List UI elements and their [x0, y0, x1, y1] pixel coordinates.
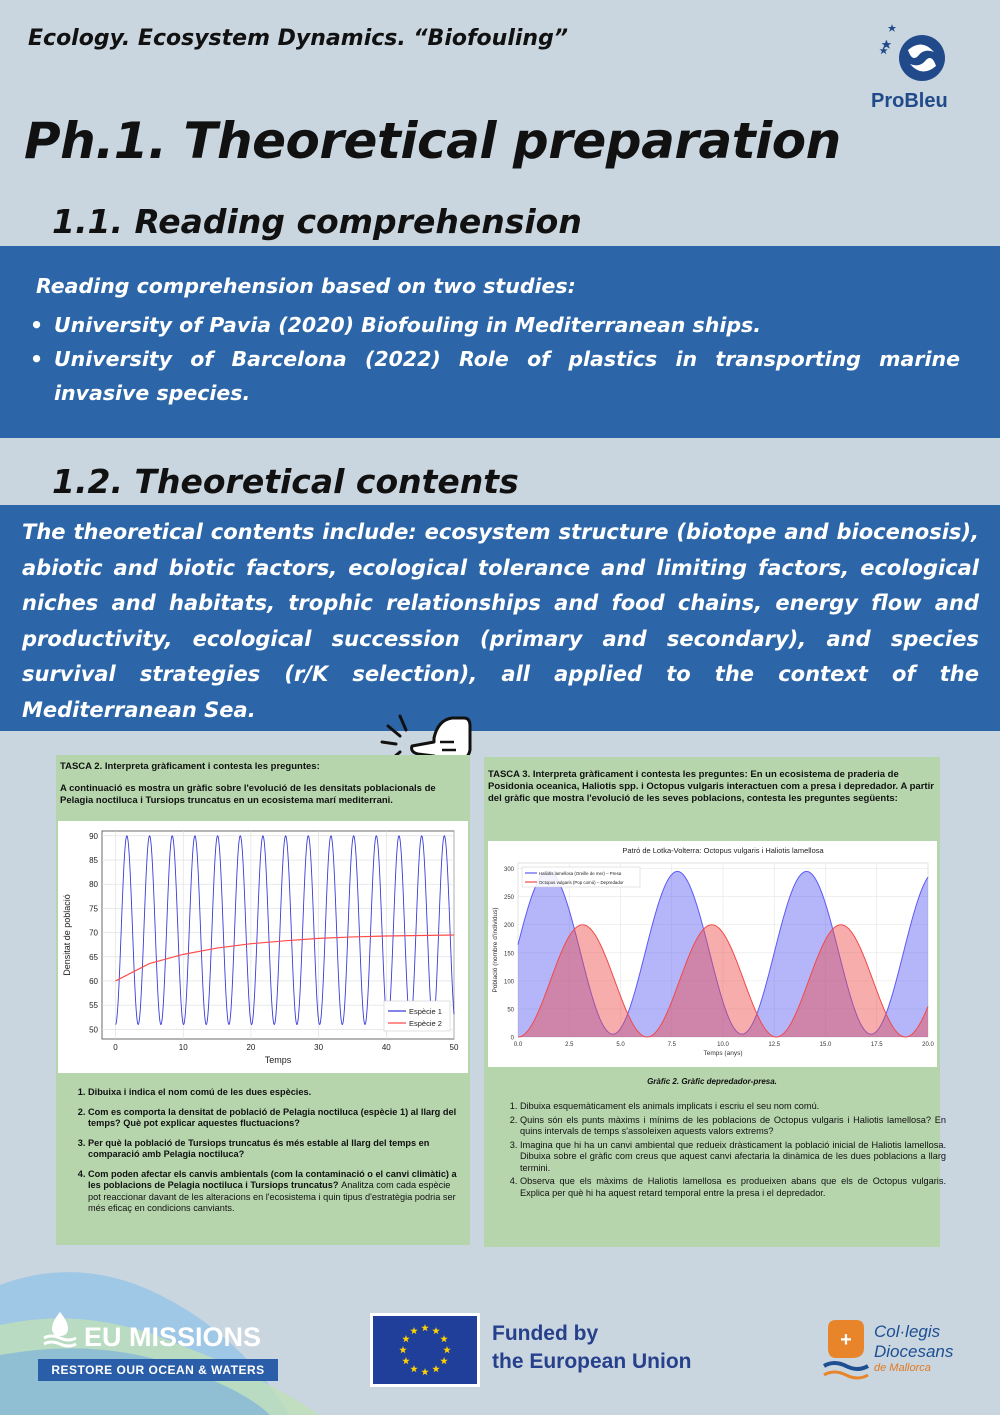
- water-drop-icon: [42, 1310, 78, 1348]
- y-tick-label: 65: [89, 952, 98, 962]
- x-tick-label: 12.5: [768, 1042, 781, 1048]
- x-axis-label: Temps: [264, 1055, 292, 1065]
- y-tick-label: 85: [89, 856, 98, 866]
- task-2-intro: A continuació es mostra un gràfic sobre l'evolució de les densitats poblacionals de Pelagia noctiluca i Tursiops truncatus en un ecosistema marí mediterrani.: [60, 783, 436, 806]
- y-tick-label: 0: [510, 1035, 514, 1042]
- x-axis-label: Temps (anys): [703, 1050, 743, 1057]
- svg-text:+: +: [840, 1329, 852, 1351]
- y-tick-label: 200: [503, 923, 514, 930]
- school-name-line-2: Diocesans: [874, 1342, 954, 1361]
- chart-2-svg: [488, 841, 937, 1067]
- list-item: [88, 1169, 462, 1215]
- x-tick-label: 20: [246, 1043, 256, 1052]
- theoretical-contents-text: The theoretical contents include: ecosystem structure (biotope and biocenosis), abiotic and biotic factors, ecological tolerance and limiting factors, ecological niches and habitats, trophic relationships and food chains, energy flow and productivity, ecological succession (primary and secondary), and species survival strategies (r/K selection), all applied to the context of the Mediterranean Sea.: [22, 520, 979, 722]
- legend-label: Espècie 2: [409, 1019, 442, 1028]
- funded-by-text: Funded by: [492, 1322, 599, 1345]
- legend: [384, 1001, 450, 1031]
- x-tick-label: 2.5: [565, 1042, 574, 1048]
- list-item: 3. Per què la població de Tursiops truncatus és més estable al llarg del temps en comparació amb Pelagia noctiluca?: [88, 1138, 462, 1161]
- task-3-questions: [494, 1101, 946, 1201]
- y-tick-label: 50: [89, 1025, 98, 1035]
- school-name-line-3: de Mallorca: [874, 1362, 931, 1374]
- probleu-logo-icon: [878, 20, 948, 90]
- eu-missions-text: EU MISSIONS: [84, 1322, 262, 1352]
- list-item: 1. Dibuixa esquemàticament els animals implicats i escriu el seu nom comú.: [520, 1101, 946, 1113]
- y-tick-label: 300: [503, 867, 514, 874]
- school-name-line-1: Col·legis: [874, 1322, 941, 1341]
- list-item: 4. Observa que els màxims de Haliotis lamellosa es produeixen abans que els de Octopus vulgaris. Explica per què hi ha aquest retard temporal entre la presa i el depredador.: [520, 1176, 946, 1199]
- y-tick-label: 90: [89, 831, 98, 841]
- question-4-main: Com poden afectar els canvis ambientals (com la contaminació o el canvi climàtic) a les poblacions de Pelagia noctiluca i Tursiops truncatus?: [88, 1168, 457, 1190]
- x-tick-label: 0.0: [513, 1042, 523, 1048]
- y-tick-label: 75: [89, 904, 98, 914]
- restore-ocean-bar: RESTORE OUR OCEAN & WATERS: [38, 1359, 278, 1381]
- x-tick-label: 0: [113, 1043, 118, 1052]
- x-tick-label: 10: [178, 1043, 188, 1052]
- list-item: • University of Pavia (2020) Biofouling in Mediterranean ships.: [30, 308, 960, 342]
- task-2-questions: [62, 1087, 462, 1223]
- reading-comprehension-band: [0, 246, 1000, 438]
- y-axis-label: Població (nombre d'individus): [492, 907, 499, 993]
- x-tick-label: 5.0: [616, 1042, 625, 1048]
- list-item: 3. Imagina que hi ha un canvi ambiental que redueix dràsticament la població inicial de Haliotis lamellosa. Dibuixa sobre el gràfic com creus que aquest canvi afectaria la dinàmica de les dues poblacions a llarg termini.: [520, 1140, 946, 1175]
- y-axis-label: Densitat de població: [62, 894, 72, 976]
- y-tick-label: 150: [503, 951, 514, 958]
- chart-1-svg: [58, 821, 468, 1073]
- x-tick-label: 20.0: [922, 1042, 934, 1048]
- page-title: Ph.1. Theoretical preparation: [24, 112, 841, 170]
- x-tick-label: 17.5: [870, 1042, 883, 1048]
- list-item: 2. Quins són els punts màxims i mínims de les poblacions de Octopus vulgaris i Haliotis lamellosa? En quins intervals de temps s'assoleixen aquests valors extrems?: [520, 1115, 946, 1138]
- y-tick-label: 100: [503, 979, 514, 986]
- chart-population-density: [58, 821, 468, 1073]
- y-tick-label: 50: [507, 1007, 514, 1014]
- studies-list: [30, 308, 960, 410]
- theoretical-contents-band: [0, 505, 1000, 731]
- task-3-panel: [484, 757, 946, 1247]
- school-logo-icon: [822, 1318, 870, 1382]
- y-tick-label: 60: [89, 976, 98, 986]
- x-tick-label: 50: [449, 1043, 459, 1052]
- y-tick-label: 250: [503, 895, 514, 902]
- european-union-text: the European Union: [492, 1350, 692, 1373]
- list-item: • University of Barcelona (2022) Role of plastics in transporting marine invasive species.: [30, 342, 960, 410]
- chart-title: Patró de Lotka-Volterra: Octopus vulgaris i Haliotis lamellosa: [622, 846, 824, 855]
- y-tick-label: 55: [89, 1001, 98, 1011]
- x-tick-label: 7.5: [667, 1042, 676, 1048]
- legend-label: Octopus vulgaris (Pop comú) – Depredador: [539, 880, 624, 885]
- x-tick-label: 30: [314, 1043, 324, 1052]
- probleu-logo-text: ProBleu: [871, 90, 948, 112]
- question-4-extra: Analitza com cada espècie pot reaccionar davant de les alteracions en l'ecosistema i quin tipus d'estratègia podria ser més eficaç en condicions canviants.: [88, 1180, 456, 1213]
- x-tick-label: 10.0: [717, 1042, 729, 1048]
- y-tick-label: 80: [89, 880, 98, 890]
- task-3-title: TASCA 3. Interpreta gràficament i contesta les preguntes: En un ecosistema de praderia de Posidonia oceanica, Haliotis spp. i Octopus vulgaris interactuen com a presa i depredador. A partir del gràfic que mostra l'evolució de les seves poblacions, contesta les preguntes següents:: [488, 769, 934, 804]
- section-1-title: 1.1. Reading comprehension: [52, 202, 582, 241]
- y-tick-label: 70: [89, 928, 98, 938]
- section-2-title: 1.2. Theoretical contents: [52, 462, 519, 501]
- x-tick-label: 40: [381, 1043, 391, 1052]
- legend-label: Haliotis lamellosa (Oreille de mer) – Presa: [539, 871, 622, 876]
- graph-caption: Gràfic 2. Gràfic depredador-presa.: [647, 1077, 777, 1086]
- subject-heading: Ecology. Ecosystem Dynamics. “Biofouling”: [28, 26, 568, 51]
- chart-predator-prey: [488, 841, 937, 1067]
- list-item: 2. Com es comporta la densitat de població de Pelagia noctiluca (espècie 1) al llarg del temps? Què pot explicar aquestes fluctuacions?: [88, 1107, 462, 1130]
- legend-label: Espècie 1: [409, 1007, 442, 1016]
- x-tick-label: 15.0: [819, 1042, 832, 1048]
- list-item: 1. Dibuixa i indica el nom comú de les dues espècies.: [88, 1087, 462, 1099]
- legend: [522, 867, 640, 887]
- eu-flag-icon: [370, 1313, 480, 1387]
- task-2-title: TASCA 2. Interpreta gràficament i contesta les preguntes:: [60, 761, 320, 772]
- task-2-panel: [56, 755, 470, 1245]
- reading-intro: Reading comprehension based on two studies:: [36, 274, 576, 298]
